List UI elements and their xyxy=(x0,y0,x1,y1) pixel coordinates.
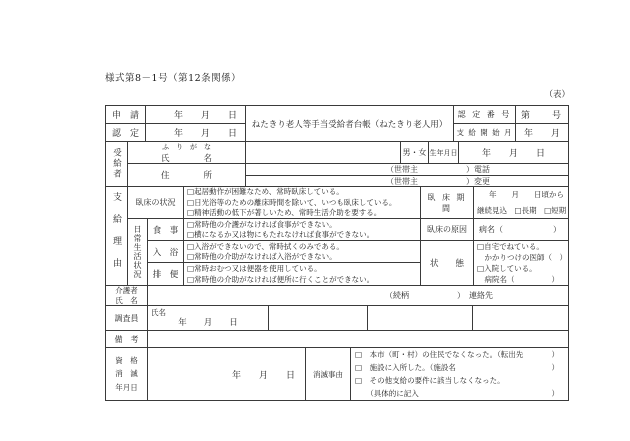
bedridden-cause-field xyxy=(474,219,569,241)
checkbox-item: □ その他支給の要件に該当しなくなった。 xyxy=(355,375,505,385)
form-table xyxy=(105,105,569,401)
birth-date-label: 生年月日 xyxy=(429,142,459,164)
hospital-name-line: 病院名（ ） xyxy=(477,274,559,284)
cert-number-field xyxy=(516,106,569,124)
disqualification-reason-label: 消滅事由 xyxy=(306,348,351,401)
investigator-cell-4 xyxy=(473,306,569,331)
meal-checklist xyxy=(184,219,421,241)
investigator-date-field: 年 月 日 xyxy=(178,318,238,328)
checkbox-item: □自宅でねている。 xyxy=(477,241,544,251)
investigator-name-cell xyxy=(148,306,269,331)
birth-date-field: 年 月 日 xyxy=(459,142,569,164)
checkbox-item: □入浴ができないので、常時拭くのみである。 xyxy=(187,241,344,251)
name-label xyxy=(128,142,246,164)
state-label: 状 態 xyxy=(421,241,474,286)
excretion-checklist xyxy=(184,263,421,286)
investigator-name-label: 氏名 xyxy=(151,308,166,317)
caregiver-relation-text: （続柄 ） 連絡先 xyxy=(385,291,493,300)
bedridden-status-checklist xyxy=(184,187,421,219)
bedridden-status-label: 臥床の状況 xyxy=(128,187,184,219)
bedridden-period-field xyxy=(474,187,569,219)
form-title: ねたきり老人等手当受給者台帳（ねたきり老人用） xyxy=(246,106,454,142)
form-number: 様式第8－1号（第12条関係） xyxy=(105,73,242,84)
investigator-label: 調査員 xyxy=(106,306,148,331)
checkbox-item: （具体的に記入 ） xyxy=(355,388,559,398)
householder-change-line: （世帯主 ）変更 xyxy=(386,177,490,186)
checkbox-item: □横になるか又は物にもたれなければ食事ができない。 xyxy=(187,230,375,240)
period-forecast-line: 継続見込 □長期 □短期 xyxy=(477,205,567,215)
reason-section-label: 支給理由 xyxy=(106,187,128,286)
period-start-line: 年 月 日頃から xyxy=(489,190,564,200)
bedridden-cause-label: 臥床の原因 xyxy=(421,219,474,241)
checkbox-item: □起居動作が困難なため、常時臥床している。 xyxy=(187,187,344,197)
checkbox-item: □ 本市（町・村）の住民でなくなった。（転出先 ） xyxy=(355,349,559,359)
checkbox-item: かかりつけの医師（ ） xyxy=(477,252,567,262)
payment-start-field: 年 月 xyxy=(516,124,569,142)
checkbox-item: □常時おむつ又は便器を使用している。 xyxy=(187,263,322,273)
cert-number-suffix: 号 xyxy=(551,111,561,121)
daily-life-section-label: 日常生活状況 xyxy=(128,219,148,286)
furigana-label: ふ り が な xyxy=(162,143,211,151)
application-date-field: 年 月 日 xyxy=(146,106,246,124)
certification-label: 認 定 xyxy=(106,124,146,142)
cert-number-label: 認 定 番 号 xyxy=(454,106,516,124)
remarks-label: 備 考 xyxy=(106,331,148,348)
disease-name-text: 病名（ xyxy=(479,225,503,234)
checkbox-item: □常時他の介助がなければ便所に行くことができない。 xyxy=(187,274,375,284)
checkbox-item: □精神活動の低下が著しいため、常時生活介助を要する。 xyxy=(187,208,382,218)
checkbox-item: □入院している。 xyxy=(477,263,537,273)
investigator-cell-2 xyxy=(269,306,368,331)
bath-checklist xyxy=(184,241,421,263)
investigator-cell-3 xyxy=(368,306,473,331)
name-label-text: 氏 名 xyxy=(160,154,212,164)
excretion-label: 排 便 xyxy=(148,263,184,286)
application-label: 申 請 xyxy=(106,106,146,124)
certification-date-field: 年 月 日 xyxy=(146,124,246,142)
checkbox-item: □日光浴等のための離床時間を除いて、いつも臥床している。 xyxy=(187,197,397,207)
caregiver-label: 介護者 氏 名 xyxy=(106,286,148,306)
sex-field: 男・女 xyxy=(401,142,429,164)
address-label: 住 所 xyxy=(128,164,246,187)
checkbox-item: □常時他の介助がなければ入浴ができない。 xyxy=(187,252,337,262)
disqualification-date-field: 年 月 日 xyxy=(148,348,306,401)
recipient-section-label: 受給者 xyxy=(106,142,128,187)
householder-phone-line: （世帯主 ）電話 xyxy=(246,164,568,176)
checkbox-item: □ 施設に入所した。（施設名 ） xyxy=(355,362,559,372)
checkbox-item: □常時他の介護がなければ食事ができない。 xyxy=(187,219,337,229)
disease-name-close: ） xyxy=(553,225,561,234)
side-label: （表） xyxy=(544,90,570,100)
bedridden-period-label: 臥 床 期 間 xyxy=(421,187,474,219)
remarks-field xyxy=(148,331,569,348)
payment-start-label: 支 給 開 始 月 xyxy=(454,124,516,142)
bath-label: 入 浴 xyxy=(148,241,184,263)
disqualification-checklist xyxy=(351,348,569,401)
address-field xyxy=(246,164,569,187)
state-checklist xyxy=(474,241,569,286)
disqualification-date-label: 資 格 消 滅 年月日 xyxy=(106,348,148,401)
caregiver-name-field xyxy=(148,286,569,306)
cert-number-prefix: 第 xyxy=(521,111,531,121)
meal-label: 食 事 xyxy=(148,219,184,241)
name-field xyxy=(246,142,401,164)
